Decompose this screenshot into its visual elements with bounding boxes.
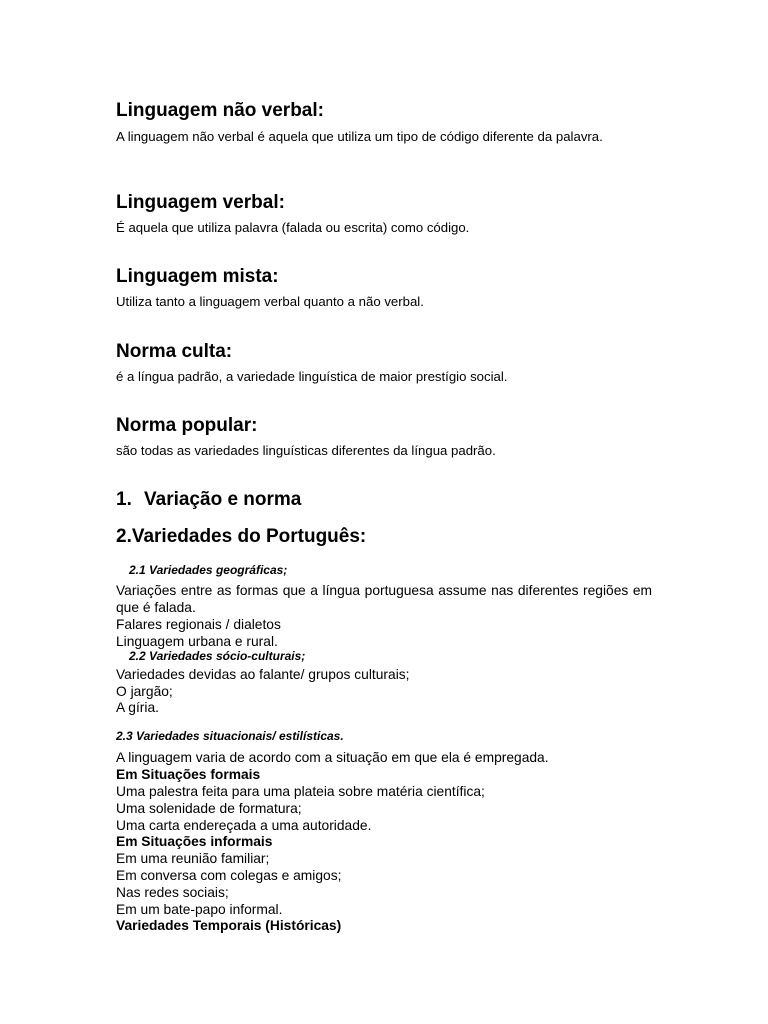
subheading-geograficas: 2.1 Variedades geográficas; — [129, 563, 288, 577]
section-text-norma-popular: são todas as variedades linguísticas diferentes da língua padrão. — [116, 443, 496, 458]
informal-title: Em Situações informais — [116, 834, 273, 849]
list-item: Falares regionais / dialetos — [116, 617, 281, 632]
temporal-title: Variedades Temporais (Históricas) — [116, 918, 342, 933]
list-item: Uma palestra feita para uma plateia sobre matéria científica; — [116, 784, 485, 799]
situacionais-intro: A linguagem varia de acordo com a situação em que ela é empregada. — [116, 750, 549, 765]
heading-variacao-e-norma — [116, 489, 301, 511]
heading-number: 1. — [116, 489, 132, 510]
section-title-norma-culta: Norma culta: — [116, 341, 233, 362]
formal-title: Em Situações formais — [116, 767, 261, 782]
list-item: Uma solenidade de formatura; — [116, 801, 302, 816]
section-title-mista: Linguagem mista: — [116, 266, 279, 287]
section-text-nonverbal: A linguagem não verbal é aquela que utiliza um tipo de código diferente da palavra. — [116, 129, 603, 144]
list-item: Em conversa com colegas e amigos; — [116, 868, 342, 883]
list-item: Linguagem urbana e rural. — [116, 634, 278, 649]
list-item: A gíria. — [116, 700, 159, 715]
list-item: Uma carta endereçada a uma autoridade. — [116, 818, 372, 833]
section-title-norma-popular: Norma popular: — [116, 415, 258, 436]
subheading-situacionais: 2.3 Variedades situacionais/ estilísticas. — [116, 729, 344, 743]
list-item: Variedades devidas ao falante/ grupos culturais; — [116, 667, 410, 682]
section-text-verbal: É aquela que utiliza palavra (falada ou escrita) como código. — [116, 220, 470, 235]
geograficas-intro: Variações entre as formas que a língua portuguesa assume nas diferentes regiões em que é falada. — [116, 583, 652, 615]
section-text-mista: Utiliza tanto a linguagem verbal quanto a não verbal. — [116, 294, 424, 309]
heading-variedades-portugues: 2.Variedades do Português: — [116, 526, 367, 547]
subheading-socio-culturais: 2.2 Variedades sócio-culturais; — [129, 649, 306, 663]
list-item: O jargão; — [116, 684, 173, 699]
section-title-nonverbal: Linguagem não verbal: — [116, 100, 324, 121]
section-text-norma-culta: é a língua padrão, a variedade linguística de maior prestígio social. — [116, 369, 508, 384]
list-item: Em um bate-papo informal. — [116, 902, 283, 917]
list-item: Nas redes sociais; — [116, 885, 229, 900]
list-item: Em uma reunião familiar; — [116, 851, 270, 866]
section-title-verbal: Linguagem verbal: — [116, 192, 285, 213]
heading-text: Variação e norma — [144, 489, 302, 510]
